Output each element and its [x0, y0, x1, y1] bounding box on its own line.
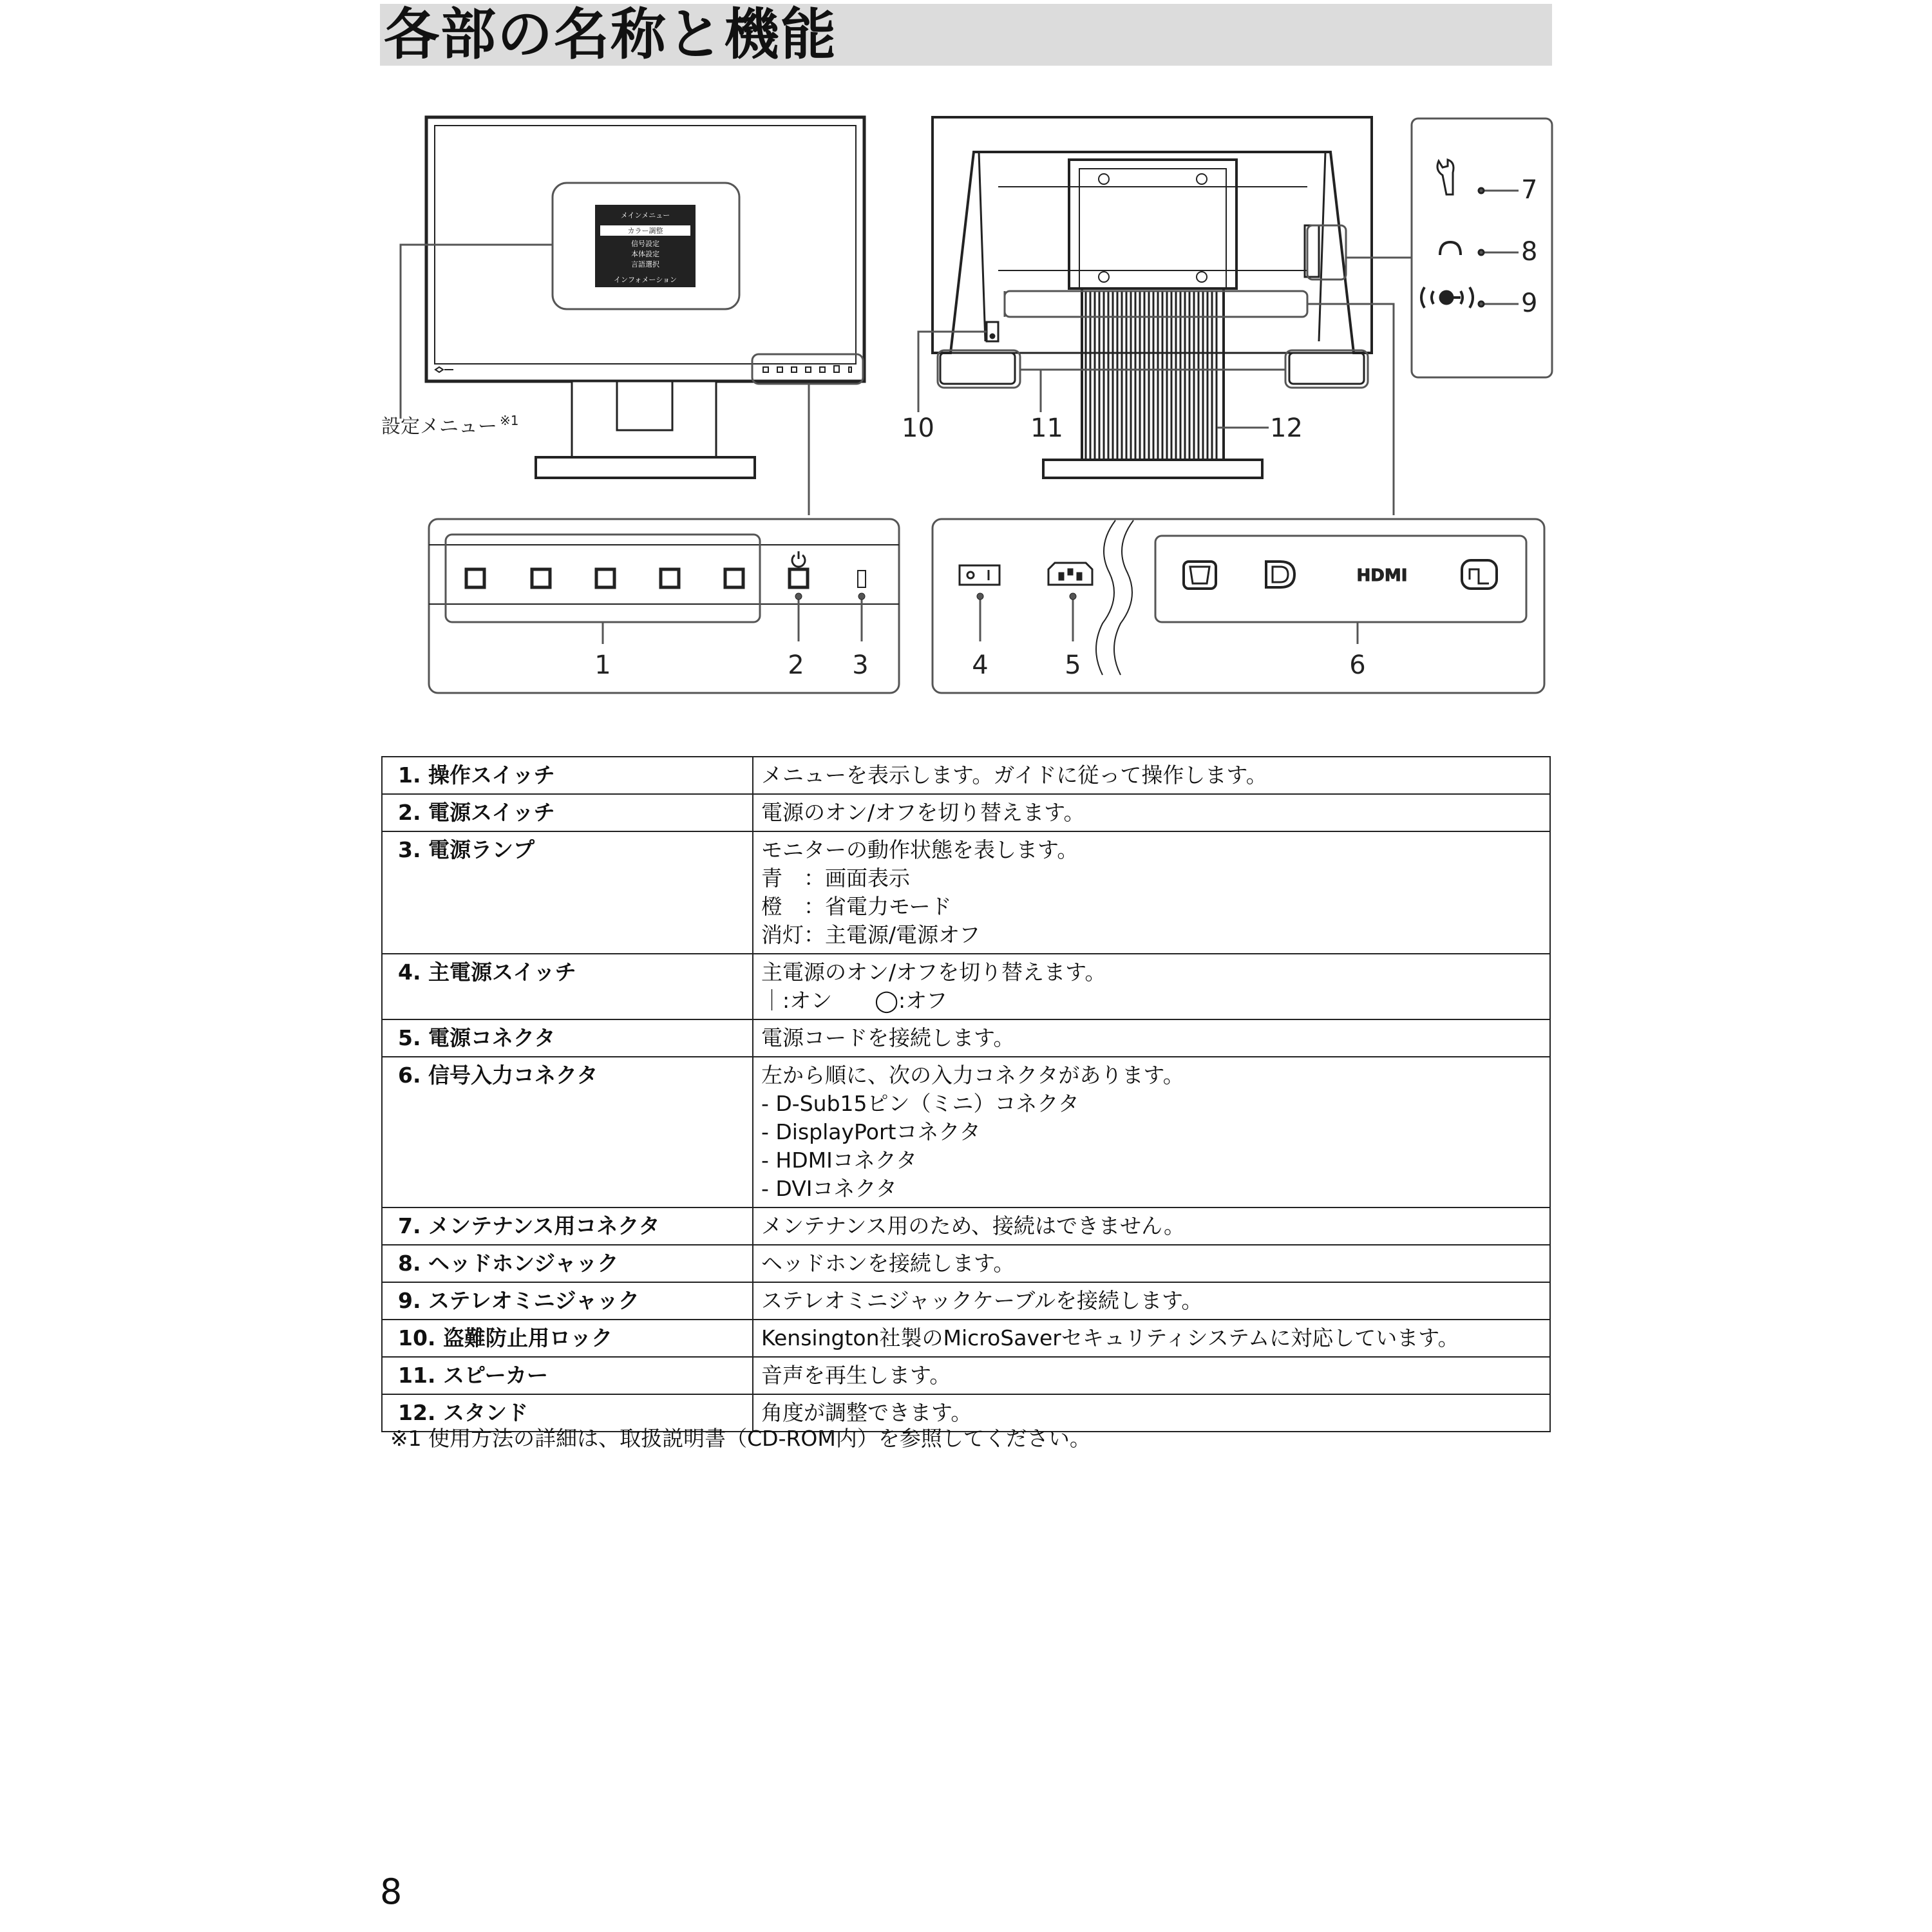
page-number: 8: [380, 1871, 402, 1912]
operation-button: [466, 569, 484, 587]
description-line: ｜:オン ◯:オフ: [761, 988, 948, 1013]
part-name: 7. メンテナンス用コネクタ: [382, 1208, 753, 1245]
callout-number: 8: [1521, 237, 1538, 267]
part-description: [753, 1245, 1550, 1282]
part-description: [753, 1320, 1550, 1357]
menu-item: 信号設定: [631, 240, 659, 248]
page-title: 各部の名称と機能: [384, 3, 837, 67]
description-line: Kensington社製のMicroSaverセキュリティシステムに対応しています。: [761, 1325, 1459, 1350]
description-line: - D-Sub15ピン（ミニ）コネクタ: [761, 1091, 1079, 1116]
description-line: 消灯：主電源/電源オフ: [761, 922, 981, 947]
part-name: 1. 操作スイッチ: [382, 757, 753, 794]
part-description: [753, 1357, 1550, 1394]
side-ports-callout: [1421, 160, 1519, 308]
description-line: モニターの動作状態を表します。: [761, 837, 1079, 862]
table-row: [382, 794, 1550, 831]
d-sub-connector-icon: [1184, 562, 1216, 589]
headphone-icon: [1440, 242, 1461, 255]
operation-button: [532, 569, 550, 587]
description-line: メンテナンス用のため、接続はできません。: [761, 1213, 1186, 1238]
part-description: [753, 1282, 1550, 1320]
table-row: [382, 1245, 1550, 1282]
displayport-icon: [1266, 562, 1294, 587]
part-name: 8. ヘッドホンジャック: [382, 1245, 753, 1282]
callout-number: 10: [902, 413, 934, 443]
connectors-zoom-panel: [933, 519, 1544, 693]
description-line: 音声を再生します。: [761, 1363, 951, 1388]
table-row: [382, 1320, 1550, 1357]
buttons-zoom-panel: [429, 519, 899, 693]
table-row: [382, 954, 1550, 1019]
menu-item: カラー調整: [627, 227, 663, 235]
settings-menu-note: ※1: [500, 413, 519, 428]
part-name: 4. 主電源スイッチ: [382, 954, 753, 1019]
part-name: 12. スタンド: [382, 1394, 753, 1432]
description-line: 青 ：画面表示: [761, 866, 910, 891]
part-description: [753, 954, 1550, 1019]
callout-number: 1: [594, 650, 611, 680]
description-line: - DisplayPortコネクタ: [761, 1119, 981, 1144]
description-line: ヘッドホンを接続します。: [761, 1251, 1015, 1276]
callout-number: 2: [788, 650, 804, 680]
part-name: 10. 盗難防止用ロック: [382, 1320, 753, 1357]
callout-number: 11: [1030, 413, 1063, 443]
description-line: ステレオミニジャックケーブルを接続します。: [761, 1288, 1203, 1313]
description-line: 橙 ：省電力モード: [761, 894, 952, 919]
power-button: [790, 569, 808, 587]
settings-menu-label: 設定メニュー: [381, 415, 497, 438]
description-line: 主電源のオン/オフを切り替えます。: [761, 960, 1106, 985]
callout-number: 6: [1349, 650, 1366, 680]
part-name: 3. 電源ランプ: [382, 831, 753, 954]
description-line: 左から順に、次の入力コネクタがあります。: [761, 1063, 1184, 1088]
table-row: [382, 1057, 1550, 1208]
callout-number: 3: [852, 650, 869, 680]
operation-button: [725, 569, 743, 587]
menu-item: 言語選択: [631, 260, 659, 269]
operation-button: [596, 569, 614, 587]
description-line: 電源コードを接続します。: [761, 1025, 1015, 1050]
footnote: ※1 使用方法の詳細は、取扱説明書（CD-ROM内）を参照してください。: [390, 1426, 1091, 1451]
part-name: 9. ステレオミニジャック: [382, 1282, 753, 1320]
table-row: [382, 1282, 1550, 1320]
table-row: [382, 1208, 1550, 1245]
callout-number: 7: [1521, 175, 1538, 205]
part-description: [753, 1019, 1550, 1057]
hdmi-logo-icon: [1357, 566, 1408, 585]
description-line: 電源のオン/オフを切り替えます。: [761, 800, 1085, 825]
wrench-icon: [1437, 160, 1454, 194]
callout-number: 12: [1270, 413, 1303, 443]
description-line: - HDMIコネクタ: [761, 1148, 918, 1173]
callout-number: 4: [972, 650, 989, 680]
svg-text:HDMI: HDMI: [1356, 566, 1408, 585]
part-description: [753, 831, 1550, 954]
power-lamp: [858, 571, 866, 587]
table-row: [382, 1357, 1550, 1394]
part-description: [753, 757, 1550, 794]
part-name: 6. 信号入力コネクタ: [382, 1057, 753, 1208]
part-name: 11. スピーカー: [382, 1357, 753, 1394]
part-name: 5. 電源コネクタ: [382, 1019, 753, 1057]
monitor-front-view: [426, 117, 864, 515]
description-line: 角度が調整できます。: [761, 1400, 972, 1425]
parts-table: [381, 756, 1551, 1432]
operation-button: [661, 569, 679, 587]
menu-item: 本体設定: [631, 250, 659, 258]
main-power-switch-icon: [960, 565, 999, 585]
part-description: [753, 1208, 1550, 1245]
part-description: [753, 794, 1550, 831]
table-row: [382, 1019, 1550, 1057]
menu-item: インフォメーション: [613, 276, 677, 284]
menu-header: メインメニュー: [620, 211, 670, 220]
dvi-connector-icon: [1462, 560, 1497, 589]
callout-number: 9: [1521, 289, 1538, 318]
table-row: [382, 831, 1550, 954]
part-description: [753, 1057, 1550, 1208]
power-connector-icon: [1048, 563, 1092, 585]
power-icon: [792, 551, 805, 567]
part-name: 2. 電源スイッチ: [382, 794, 753, 831]
parts-diagram: [0, 0, 1932, 708]
monitor-back-view: [933, 117, 1372, 478]
audio-jack-icon: [1421, 287, 1473, 308]
description-line: - DVIコネクタ: [761, 1176, 897, 1201]
description-line: メニューを表示します。ガイドに従って操作します。: [761, 762, 1267, 788]
callout-number: 5: [1065, 650, 1081, 680]
table-row: [382, 757, 1550, 794]
